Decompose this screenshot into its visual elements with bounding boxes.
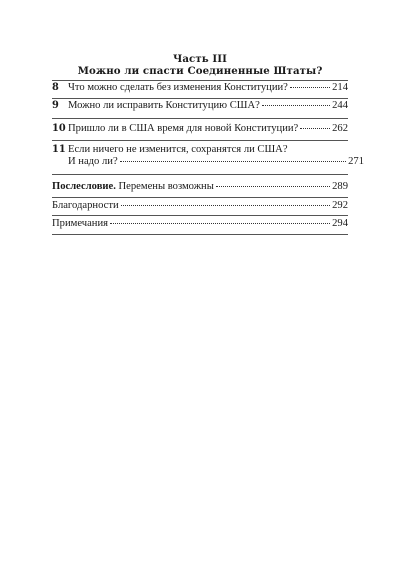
- divider: [52, 98, 348, 99]
- page-number: 294: [332, 218, 348, 229]
- dot-leader: [120, 161, 346, 162]
- chapter-number: 11: [52, 144, 66, 155]
- page-number: 244: [332, 100, 348, 111]
- afterword-label: Послесловие.: [52, 181, 116, 192]
- chapter-number: 9: [52, 100, 59, 111]
- part-title: Можно ли спасти Соединенные Штаты?: [77, 65, 323, 77]
- toc-entry-chapter-8[interactable]: [52, 82, 348, 94]
- chapter-title: Пришло ли в США время для новой Конституции?: [68, 123, 299, 134]
- dot-leader: [216, 186, 330, 187]
- chapter-title: Можно ли исправить Конституцию США?: [68, 100, 260, 111]
- acknowledgements-title: Благодарности: [52, 200, 119, 211]
- dot-leader: [121, 205, 330, 206]
- page-number: 289: [332, 181, 348, 192]
- dot-leader: [290, 87, 330, 88]
- chapter-title-line-2: И надо ли?: [68, 156, 118, 167]
- page-number: 292: [332, 200, 348, 211]
- page-number: 271: [348, 156, 364, 167]
- toc-entry-acknowledgements[interactable]: [52, 200, 348, 212]
- notes-title: Примечания: [52, 218, 108, 229]
- divider-bottom: [52, 234, 348, 235]
- chapter-title: Что можно сделать без изменения Конституции?: [68, 82, 288, 93]
- chapter-number: 10: [52, 123, 66, 134]
- dot-leader: [262, 105, 330, 106]
- page-number: 262: [332, 123, 348, 134]
- afterword-title: [52, 181, 214, 193]
- toc-entry-afterword[interactable]: [52, 181, 348, 193]
- toc-entry-chapter-9[interactable]: [52, 100, 348, 112]
- afterword-subtitle: Перемены возможны: [115, 181, 214, 192]
- divider: [52, 118, 348, 119]
- toc-entry-chapter-10[interactable]: [52, 123, 348, 135]
- dot-leader: [110, 223, 330, 224]
- part-label: Часть III: [172, 53, 228, 65]
- toc-entry-chapter-11[interactable]: [52, 144, 364, 168]
- chapter-number: 8: [52, 82, 59, 93]
- divider: [52, 197, 348, 198]
- divider: [52, 215, 348, 216]
- divider-section: [52, 174, 348, 175]
- chapter-title-line-1: Если ничего не изменится, сохранятся ли США?: [68, 144, 288, 155]
- page-number: 214: [332, 82, 348, 93]
- part-heading: [60, 53, 340, 77]
- dot-leader: [300, 128, 330, 129]
- divider-top: [52, 80, 348, 81]
- toc-entry-notes[interactable]: [52, 218, 348, 230]
- divider: [52, 140, 348, 141]
